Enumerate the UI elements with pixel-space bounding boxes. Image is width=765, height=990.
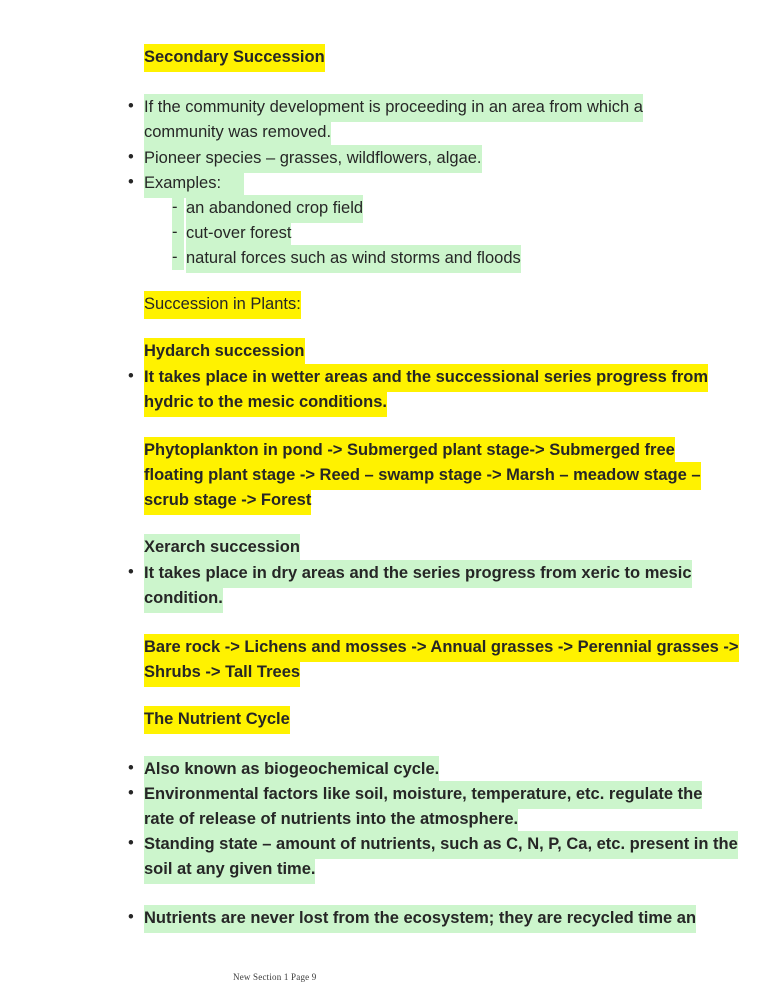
- bullet-hydarch-description-line1: It takes place in wetter areas and the successional series progress from: [144, 364, 708, 392]
- bullet-icon: •: [128, 834, 134, 852]
- bullet-examples-label: Examples:: [144, 170, 244, 198]
- heading-hydarch-succession: Hydarch succession: [144, 338, 305, 366]
- sub-bullet-cut-over-forest: cut-over forest: [186, 220, 291, 248]
- hydarch-sequence-line1: Phytoplankton in pond -> Submerged plant stage-> Submerged free: [144, 437, 675, 465]
- bullet-icon: •: [128, 367, 134, 385]
- bullet-hydarch-description-line2: hydric to the mesic conditions.: [144, 389, 387, 417]
- bullet-icon: •: [128, 148, 134, 166]
- bullet-xerarch-description-line1: It takes place in dry areas and the series progress from xeric to mesic: [144, 560, 692, 588]
- bullet-icon: •: [128, 563, 134, 581]
- bullet-icon: •: [128, 908, 134, 926]
- heading-nutrient-cycle: The Nutrient Cycle: [144, 706, 290, 734]
- sub-bullet-natural-forces: natural forces such as wind storms and floods: [186, 245, 521, 273]
- xerarch-sequence-line1: Bare rock -> Lichens and mosses -> Annual grasses -> Perennial grasses ->: [144, 634, 739, 662]
- xerarch-sequence-line2: Shrubs -> Tall Trees: [144, 659, 300, 687]
- bullet-standing-state-line2: soil at any given time.: [144, 856, 315, 884]
- heading-xerarch-succession: Xerarch succession: [144, 534, 300, 562]
- page-footer: New Section 1 Page 9: [233, 972, 317, 982]
- bullet-standing-state-line1: Standing state – amount of nutrients, such as C, N, P, Ca, etc. present in the: [144, 831, 738, 859]
- bullet-community-development-line1: If the community development is proceeding in an area from which a: [144, 94, 643, 122]
- sub-bullet-abandoned-crop-field: an abandoned crop field: [186, 195, 363, 223]
- bullet-nutrients-recycled: Nutrients are never lost from the ecosystem; they are recycled time an: [144, 905, 696, 933]
- bullet-pioneer-species: Pioneer species – grasses, wildflowers, algae.: [144, 145, 482, 173]
- bullet-xerarch-description-line2: condition.: [144, 585, 223, 613]
- bullet-icon: •: [128, 173, 134, 191]
- bullet-biogeochemical-cycle: Also known as biogeochemical cycle.: [144, 756, 439, 784]
- hydarch-sequence-line3: scrub stage -> Forest: [144, 487, 311, 515]
- hydarch-sequence-line2: floating plant stage -> Reed – swamp stage -> Marsh – meadow stage –: [144, 462, 701, 490]
- heading-secondary-succession: Secondary Succession: [144, 44, 325, 72]
- dash-icon: -: [172, 195, 184, 220]
- bullet-icon: •: [128, 97, 134, 115]
- bullet-icon: •: [128, 759, 134, 777]
- dash-icon: -: [172, 245, 184, 270]
- dash-icon: -: [172, 220, 184, 245]
- bullet-environmental-factors-line2: rate of release of nutrients into the atmosphere.: [144, 806, 518, 834]
- bullet-environmental-factors-line1: Environmental factors like soil, moisture, temperature, etc. regulate the: [144, 781, 702, 809]
- heading-succession-in-plants: Succession in Plants:: [144, 291, 301, 319]
- bullet-icon: •: [128, 784, 134, 802]
- bullet-community-development-line2: community was removed.: [144, 119, 331, 147]
